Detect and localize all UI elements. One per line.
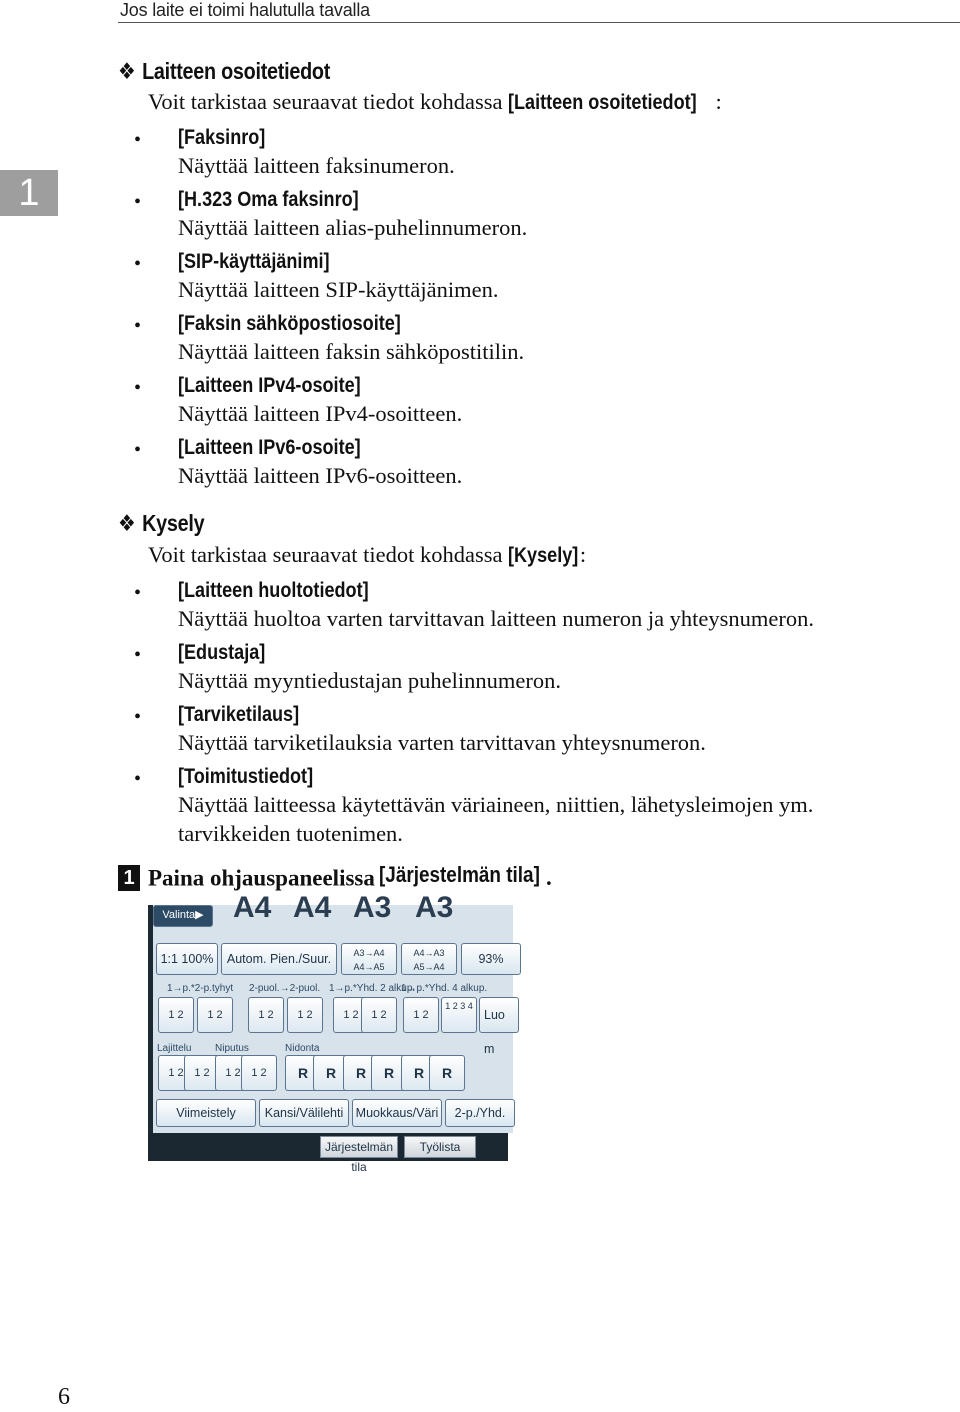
item-description: Näyttää tarviketilauksia varten tarvittavan yhteysnumeron. [178,730,706,755]
edit-colour-button[interactable]: Muokkaus/Väri [352,1099,442,1127]
auto-reduce-enlarge-button[interactable]: Autom. Pien./Suur. [221,943,337,975]
paper-size-label: A4 [293,891,332,924]
stack-icon[interactable]: 1 2 [241,1055,277,1091]
copy-mode-icon[interactable]: 1 2 [158,997,194,1033]
copy-mode-icon[interactable]: 1 2 [197,997,233,1033]
list-item [134,701,960,757]
copy-mode-icon[interactable]: 1 2 [403,997,439,1033]
duplex-combine-button[interactable]: 2-p./Yhd. [445,1099,515,1127]
zoom-93-button[interactable]: 93% [461,943,521,975]
item-label: [Edustaja] [178,641,266,664]
section-intro [148,541,586,570]
item-description: Näyttää huoltoa varten tarvittavan laitteen numeron ja yhteysnumeron. [178,606,815,631]
staple-icon[interactable]: R [401,1055,437,1091]
bullet-icon: • [134,191,142,213]
paper-size-label: A3 [415,891,454,924]
header-rule [118,22,960,23]
item-description: Näyttää laitteessa käytettävän väriaineen, niittien, lähetysleimojen ym. [178,792,814,817]
staple-icon[interactable]: R [343,1055,379,1091]
item-label: [H.323 Oma faksinro] [178,188,359,211]
list-item [134,577,960,633]
list-item [134,124,960,180]
running-header: Jos laite ei toimi halutulla tavalla [120,0,370,20]
item-label: [SIP-käyttäjänimi] [178,250,330,273]
staple-icon[interactable]: R [429,1055,465,1091]
item-label: [Faksin sähköpostiosoite] [178,312,401,335]
page-number: 6 [58,1384,70,1410]
intro-suffix: : [579,542,587,567]
duplex-label: 1→p.*Yhd. 2 alkup. [329,983,416,994]
intro-suffix: : [715,89,722,114]
item-label: [Faksinro] [178,126,266,149]
copy-mode-icon[interactable]: 1 2 [333,997,369,1033]
duplex-label: 2-puol.→2-puol. [249,983,321,994]
bullet-icon: • [134,768,142,790]
list-item [134,639,960,695]
bullet-icon: • [134,315,142,337]
copy-mode-icon[interactable]: 1 2 [248,997,284,1033]
copy-mode-icon[interactable]: 1 2 [287,997,323,1033]
bullet-icon: • [134,439,142,461]
step-number-badge: 1 [118,865,140,891]
chapter-tab: 1 [0,170,58,216]
control-panel-screenshot [148,891,508,1174]
job-list-button[interactable]: Työlista [404,1136,476,1158]
bullet-icon: • [134,644,142,666]
item-description: Näyttää laitteen faksin sähköpostitilin. [178,339,525,364]
diamond-bullet-icon: ❖ [118,58,136,84]
list-item [134,310,960,366]
stack-icon[interactable]: 1 2 [215,1055,251,1091]
panel-screen [153,891,513,1133]
item-label: [Tarviketilaus] [178,703,300,726]
paper-size-label: A4 [233,891,272,924]
finishing-button[interactable]: Viimeistely [156,1099,256,1127]
section-laitteen-osoitetiedot [118,58,365,85]
staple-icon[interactable]: R [285,1055,321,1091]
diamond-bullet-icon: ❖ [118,510,136,536]
item-description: Näyttää laitteen faksinumeron. [178,153,455,178]
select-button[interactable]: Valinta▶ [153,905,213,927]
duplex-label: 1→p.*Yhd. 4 alkup. [401,983,488,994]
section-title [118,58,330,85]
bullet-icon: • [134,582,142,604]
item-label: [Laitteen IPv6-osoite] [178,436,361,459]
duplex-label: 1→p.*2-p.tyhyt [167,983,234,994]
step-ui-label: [Järjestelmän tila] [378,862,540,887]
sort-label: Lajittelu [157,1043,192,1054]
list-item [134,434,960,490]
item-description: Näyttää laitteen IPv6-osoitteen. [178,463,463,488]
intro-text: Voit tarkistaa seuraavat tiedot kohdassa [148,542,503,567]
item-description: Näyttää laitteen SIP-käyttäjänimen. [178,277,499,302]
item-label: [Toimitustiedot] [178,765,314,788]
staple-label: Nidonta [285,1043,320,1054]
copy-mode-icon[interactable]: 1 2 [361,997,397,1033]
paper-size-label: A3 [353,891,392,924]
system-status-button[interactable]: Järjestelmän tila [320,1136,398,1158]
copy-mode-icon[interactable]: 1 2 3 4 [441,997,477,1033]
section-intro [148,88,722,117]
staple-icon[interactable]: R [313,1055,349,1091]
panel-bottom-bar [148,1133,508,1174]
reduce-preset-button[interactable]: A3→A4 A4→A5 [341,943,397,975]
list-item [134,186,960,242]
section-title-text: Laitteen osoitetiedot [142,58,331,84]
item-description-continued: tarvikkeiden tuotenimen. [178,821,403,846]
step-suffix: . [545,865,552,891]
intro-ui-label: [Kysely] [508,544,579,567]
intro-text: Voit tarkistaa seuraavat tiedot kohdassa [148,89,503,114]
create-margin-button[interactable]: Luo m [479,997,519,1033]
sort-icon[interactable]: 1 2 [158,1055,194,1091]
cover-slip-sheet-button[interactable]: Kansi/Välilehti [259,1099,349,1127]
item-description: Näyttää myyntiedustajan puhelinnumeron. [178,668,562,693]
list-item [134,248,960,304]
item-description: Näyttää laitteen alias-puhelinnumeron. [178,215,528,240]
item-description: Näyttää laitteen IPv4-osoitteen. [178,401,463,426]
zoom-100-button[interactable]: 1:1 100% [156,943,218,975]
bullet-icon: • [134,253,142,275]
item-label: [Laitteen IPv4-osoite] [178,374,361,397]
section-title [118,510,204,537]
stack-label: Niputus [215,1043,249,1054]
intro-ui-label: [Laitteen osoitetiedot] [508,91,697,114]
list-item [134,763,960,848]
section-kysely [118,510,218,537]
bullet-icon: • [134,129,142,151]
item-label: [Laitteen huoltotiedot] [178,579,369,602]
step-instruction [118,862,552,891]
sort-icon[interactable]: 1 2 [184,1055,220,1091]
section-title-text: Kysely [142,510,205,536]
enlarge-preset-button[interactable]: A4→A3 A5→A4 [401,943,457,975]
bullet-icon: • [134,706,142,728]
bullet-icon: • [134,377,142,399]
list-item [134,372,960,428]
step-text: Paina ohjauspaneelissa [148,865,375,891]
staple-icon[interactable]: R [371,1055,407,1091]
